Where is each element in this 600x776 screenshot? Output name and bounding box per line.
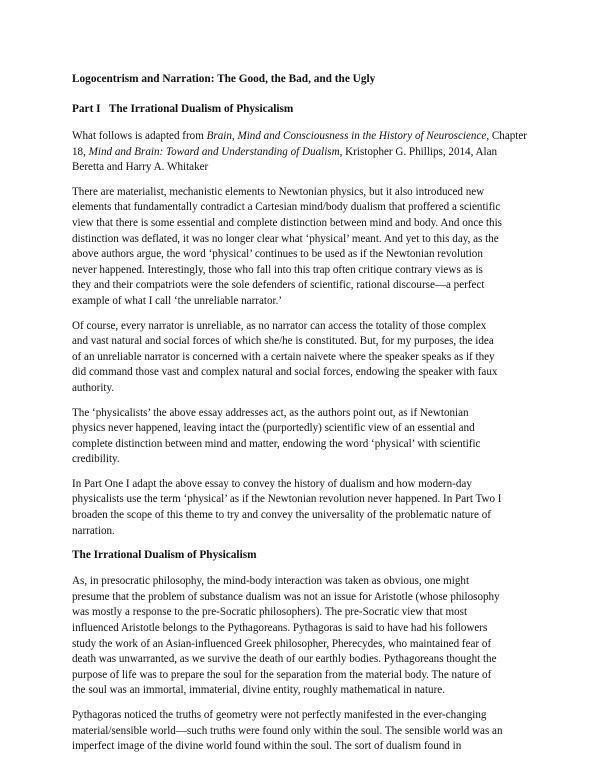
paragraph-line: As, in presocratic philosophy, the mind-body interaction was taken as obvious, one might xyxy=(72,575,470,588)
paragraph-line: credibility. xyxy=(72,453,120,466)
paragraph-line: of an unreliable narrator is concerned with a certain naivete where the speaker speaks as if they xyxy=(72,350,495,363)
paragraph-line: broaden the scope of this theme to try and convey the universality of the problematic nature of xyxy=(72,509,491,522)
section-paragraph-2 xyxy=(72,708,528,755)
paragraph-1 xyxy=(72,185,528,310)
paragraph-3 xyxy=(72,406,528,468)
paragraph-line: Of course, every narrator is unreliable, as no narrator can access the totality of those complex xyxy=(72,319,487,332)
paragraph-line: elements that fundamentally contradict a Cartesian mind/body dualism that proffered a scientific xyxy=(72,201,501,214)
paragraph-4 xyxy=(72,477,528,539)
section-paragraph-1 xyxy=(72,574,528,699)
paragraph-line: view that there is some essential and complete distinction between mind and body. And once this xyxy=(72,216,502,229)
paragraph-line: was mostly a response to the pre-Socratic philosophers). The pre-Socratic view that most xyxy=(72,606,468,619)
source-note-intro: What follows is adapted from xyxy=(72,130,207,142)
paragraph-line: they and their compatriots were the sole defenders of scientific, rational discourse—a perfect xyxy=(72,279,485,292)
paragraph-line: material/sensible world—such truths were found only within the soul. The sensible world was an xyxy=(72,724,503,737)
paragraph-line: In Part One I adapt the above essay to convey the history of dualism and how modern-day xyxy=(72,477,472,490)
part-heading xyxy=(72,102,528,117)
paragraph-line: distinction was deflated, it was no longer clear what ‘physical’ meant. And yet to this day, as the xyxy=(72,232,499,245)
section-heading: The Irrational Dualism of Physicalism xyxy=(72,549,257,562)
source-chapter-title: Mind and Brain: Toward and Understanding of Dualism xyxy=(88,145,340,158)
part-heading-text: Part I The Irrational Dualism of Physicalism xyxy=(72,103,294,115)
paragraph-line: and vast natural and social forces of which she/he is constituted. But, for my purposes, the idea xyxy=(72,335,494,348)
document-title: Logocentrism and Narration: The Good, the Bad, and the Ugly xyxy=(72,73,376,85)
paragraph-line: example of what I call ‘the unreliable narrator.’ xyxy=(72,294,283,307)
paragraph-line: study the work of an Asian-influenced Greek philosopher, Pherecydes, who maintained fear of xyxy=(72,637,492,650)
paragraph-line: narration. xyxy=(72,524,115,537)
paragraph-line: physicalists use the term ‘physical’ as if the Newtonian revolution never happened. In Part Two I xyxy=(72,493,502,506)
paragraph-line: physics never happened, leaving intact the (purportedly) scientific view of an essential and xyxy=(72,422,475,435)
paragraph-line: presume that the problem of substance dualism was not an issue for Aristotle (whose philosophy xyxy=(72,590,500,603)
paragraph-line: death was unwarranted, as we survive the death of our earthly bodies. Pythagoreans thought the xyxy=(72,653,497,666)
paragraph-line: the soul was an immortal, immaterial, divine entity, roughly mathematical in nature. xyxy=(72,684,445,697)
paragraph-line: authority. xyxy=(72,381,115,394)
paragraph-line: purpose of life was to prepare the soul for the separation from the material body. The nature of xyxy=(72,668,492,681)
paragraph-line: imperfect image of the divine world found within the soul. The sort of dualism found in xyxy=(72,740,462,753)
paragraph-2 xyxy=(72,319,528,397)
source-book-title: Brain, Mind and Consciousness in the History of Neuroscience xyxy=(206,130,487,142)
paragraph-line: complete distinction between mind and matter, endowing the word ‘physical’ with scientific xyxy=(72,437,481,450)
source-after-book: , Chapter 18, xyxy=(72,130,527,158)
source-note xyxy=(72,129,528,176)
paragraph-line: influenced Aristotle belongs to the Pythagoreans. Pythagoras is said to have had his followers xyxy=(72,622,488,635)
paragraph-line: The ‘physicalists’ the above essay addresses act, as the authors point out, as if Newtonian xyxy=(72,406,469,419)
paragraph-line: Pythagoras noticed the truths of geometry were not perfectly manifested in the ever-changing xyxy=(72,709,487,721)
source-after-chapter: , Kristopher G. Phillips, 2014, Alan Beretta and Harry A. Whitaker xyxy=(72,145,498,174)
paragraph-line: above authors argue, the word ‘physical’ continues to be used as if the Newtonian revolution xyxy=(72,248,483,261)
paragraph-line: never happened. Interestingly, those who fall into this trap often critique contrary views as is xyxy=(72,263,483,276)
paragraph-line: There are materialist, mechanistic elements to Newtonian physics, but it also introduced new xyxy=(72,185,485,198)
paragraph-line: did command those vast and complex natural and social forces, endowing the speaker with faux xyxy=(72,366,498,379)
